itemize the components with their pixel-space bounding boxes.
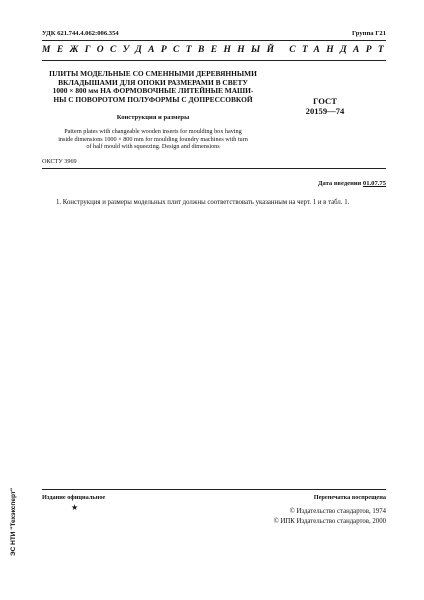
english-title-line: Pattern plates with changeable wooden inserts for moulding box having — [64, 128, 242, 135]
title-line: НЫ С ПОВОРОТОМ ПОЛУФОРМЫ С ДОПРЕССОВКОЙ — [53, 94, 253, 104]
title-line: ПЛИТЫ МОДЕЛЬНЫЕ СО СМЕННЫМИ ДЕРЕВЯННЫМИ — [49, 69, 257, 78]
document-subtitle: Конструкция и размеры — [116, 114, 190, 121]
effective-date — [318, 180, 386, 187]
okstu-code: ОКСТУ 3969 — [42, 158, 77, 165]
english-title-line: inside dimensions 1000 × 800 mm for moulding foundry machines with turn — [58, 135, 248, 143]
okstu-rule — [42, 168, 386, 169]
title-line: 1000 × 800 мм НА ФОРМОВОЧНЫЕ ЛИТЕЙНЫЕ МАШИ- — [52, 86, 254, 96]
effective-date-value: 01.07.75 — [362, 180, 386, 187]
footer-rule — [42, 489, 386, 490]
document-title — [42, 70, 264, 104]
copyright-line: © Издательство стандартов, 1974 — [289, 508, 386, 515]
english-title-line: of half mould with squeezing. Design and dimensions — [86, 143, 220, 151]
official-edition: Издание официальное — [42, 494, 106, 501]
gost-number — [290, 96, 360, 116]
banner-rule — [42, 60, 386, 61]
effective-date-label: Дата введения — [317, 180, 362, 187]
gost-label: ГОСТ — [313, 96, 337, 106]
udk-code: УДК 621.744.4.062:006.354 — [42, 30, 119, 37]
body-paragraph: 1. Конструкция и размеры модельных плит должны соответствовать указанным на черт. 1 и в табл. 1. — [56, 199, 350, 206]
title-line: ВКЛАДЫШАМИ ДЛЯ ОПОКИ РАЗМЕРАМИ В СВЕТУ — [58, 77, 248, 87]
standard-banner: МЕЖГОСУДАРСТВЕННЫЙ СТАНДАРТ — [42, 45, 391, 55]
english-title — [42, 128, 264, 151]
reprint-notice: Перепечатка воспрещена — [313, 494, 386, 501]
group-code: Группа Г21 — [352, 30, 386, 37]
gost-code: 20159—74 — [305, 106, 345, 116]
side-stamp-text: ЭС НТИ "Техэксперт" — [10, 487, 17, 556]
star-icon: ★ — [71, 503, 79, 512]
copyright-line: © ИПК Издательство стандартов, 2000 — [273, 518, 386, 525]
side-stamp — [2, 438, 16, 558]
top-rule — [42, 40, 386, 41]
